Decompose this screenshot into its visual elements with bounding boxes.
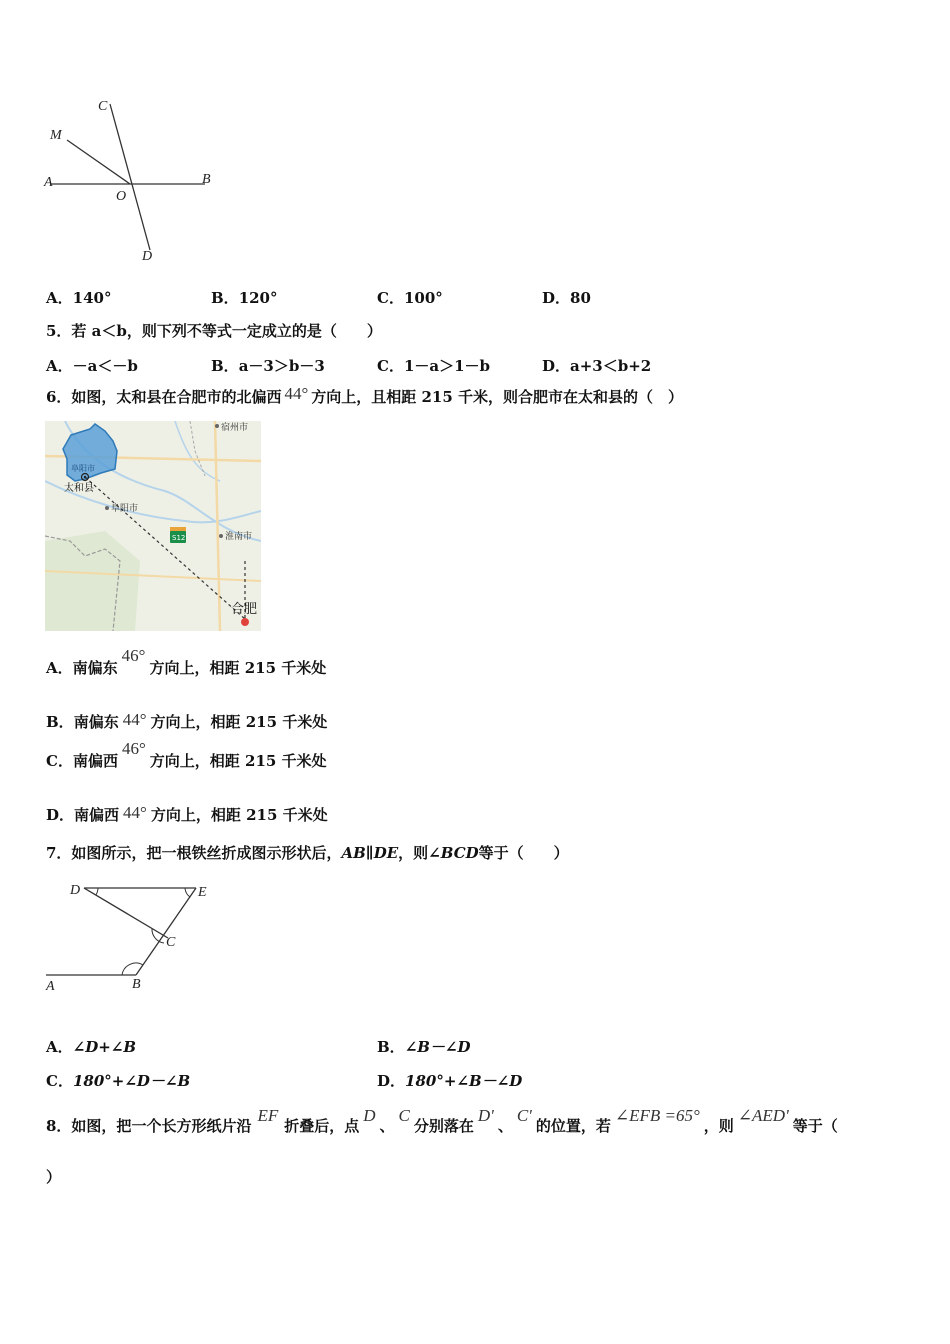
q8-close-paren: ） <box>46 1168 62 1186</box>
arc-d <box>96 888 98 895</box>
fuyang-dot <box>105 506 109 510</box>
q7-option-d[interactable]: D．180°+∠B－∠D <box>377 1072 523 1090</box>
q7-option-a[interactable]: A．∠D+∠B <box>46 1038 137 1056</box>
q5-stem: 5．若 a＜b，则下列不等式一定成立的是（ ） <box>46 322 382 340</box>
label-c: C <box>166 935 176 950</box>
q8-stem: 8．如图，把一个长方形纸片沿EF折叠后，点D、C分别落在D'、C'的位置，若∠EFB =65°，则∠AED'等于（ <box>46 1106 838 1135</box>
q6-stem: 6．如图，太和县在合肥市的北偏西 44° 方向上，且相距 215 千米，则合肥市在太和县的（ ） <box>46 384 684 406</box>
q4-figure <box>40 92 230 267</box>
suzhou-dot <box>215 424 219 428</box>
label-o: O <box>116 189 127 204</box>
huainan-dot <box>219 534 223 538</box>
label-m: M <box>50 128 62 143</box>
q4-option-b[interactable]: B．120° <box>211 289 278 307</box>
label-c: C <box>98 99 108 114</box>
segment-dc <box>84 888 168 938</box>
q6-option-c[interactable]: C．南偏西46°方向上，相距 215 千米处 <box>46 739 327 770</box>
map-fuyang: 阜阳市 <box>111 504 139 514</box>
q4-option-c[interactable]: C．100° <box>377 289 443 307</box>
map-taihe: 太和县 <box>64 483 94 494</box>
label-b: B <box>132 977 141 992</box>
q5-option-c[interactable]: C．1－a＞1－b <box>377 357 491 375</box>
label-d: D <box>70 883 81 898</box>
map-fuyang-small: 阜阳市 <box>71 464 95 473</box>
label-a: A <box>44 175 53 190</box>
label-e: E <box>198 885 207 900</box>
segment-eb <box>136 888 196 975</box>
q4-option-a[interactable]: A．140° <box>46 289 112 307</box>
label-b: B <box>202 172 211 187</box>
q7-option-b[interactable]: B．∠B－∠D <box>377 1038 471 1056</box>
label-d: D <box>142 249 153 264</box>
ray-om <box>67 140 130 184</box>
line-cd <box>110 104 150 250</box>
q7-angle: BCD <box>440 844 479 862</box>
q7-stem: 7．如图所示，把一根铁丝折成图示形状后，AB∥DE，则∠BCD等于（ ） <box>46 844 569 862</box>
taihe-dot <box>84 476 86 478</box>
q5-option-b[interactable]: B．a－3＞b－3 <box>211 357 325 375</box>
map-hefei: 合肥 <box>231 602 258 617</box>
map-suzhou: 宿州市 <box>221 423 249 433</box>
q6-angle: 44° <box>284 384 309 403</box>
hefei-marker <box>241 618 249 626</box>
q6-option-d[interactable]: D．南偏西 44° 方向上，相距 215 千米处 <box>46 803 328 824</box>
q6-map <box>45 421 261 631</box>
q5-option-d[interactable]: D．a+3＜b+2 <box>542 357 652 375</box>
road-sign-text: S12 <box>172 534 186 542</box>
q6-option-b[interactable]: B．南偏东 44° 方向上，相距 215 千米处 <box>46 710 328 731</box>
arc-e <box>185 888 190 897</box>
q7-parallel: AB∥DE <box>341 844 399 862</box>
q7-option-c[interactable]: C．180°+∠D－∠B <box>46 1072 191 1090</box>
map-huainan: 淮南市 <box>225 532 253 542</box>
q5-option-a[interactable]: A．－a＜－b <box>46 357 138 375</box>
q7-figure <box>40 876 220 996</box>
q6-option-a[interactable]: A．南偏东46°方向上，相距 215 千米处 <box>46 646 327 677</box>
q4-option-d[interactable]: D．80 <box>542 289 591 307</box>
label-a: A <box>46 979 55 994</box>
